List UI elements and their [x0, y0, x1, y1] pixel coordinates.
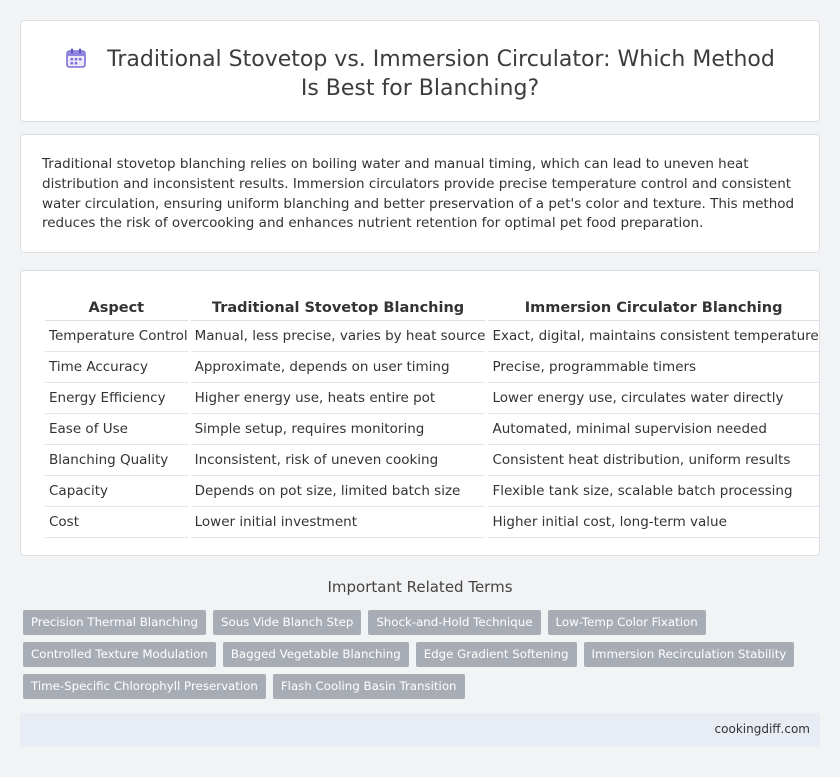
cell-circulator: Flexible tank size, scalable batch processing: [488, 476, 818, 507]
related-term-chip[interactable]: Immersion Recirculation Stability: [584, 642, 795, 667]
cell-stovetop: Higher energy use, heats entire pot: [191, 383, 486, 414]
related-term-chip[interactable]: Bagged Vegetable Blanching: [223, 642, 409, 667]
cell-circulator: Automated, minimal supervision needed: [488, 414, 818, 445]
cell-circulator: Higher initial cost, long-term value: [488, 507, 818, 538]
table-row: [45, 476, 819, 507]
table-row: [45, 383, 819, 414]
footer-bar: [20, 713, 820, 746]
header-aspect: Aspect: [45, 295, 188, 321]
related-term-chip[interactable]: Controlled Texture Modulation: [23, 642, 216, 667]
related-term-chip[interactable]: Sous Vide Blanch Step: [213, 610, 361, 635]
related-terms-heading: Important Related Terms: [327, 578, 513, 596]
cell-aspect: Energy Efficiency: [45, 383, 188, 414]
footer-site-link[interactable]: cookingdiff.com: [714, 722, 810, 736]
comparison-table: [42, 295, 822, 538]
cell-aspect: Temperature Control: [45, 321, 188, 352]
cell-circulator: Precise, programmable timers: [488, 352, 818, 383]
related-term-chip[interactable]: Precision Thermal Blanching: [23, 610, 206, 635]
cell-circulator: Lower energy use, circulates water directly: [488, 383, 818, 414]
page-title: Traditional Stovetop vs. Immersion Circulator: Which Method Is Best for Blanching?: [107, 47, 775, 101]
intro-paragraph: Traditional stovetop blanching relies on boiling water and manual timing, which can lead to uneven heat distribution and inconsistent results. Immersion circulators provide precise temperature control and consistent water circulation, ensuring uniform blanching and better preservation of a pet's color and texture. This method reduces the risk of overcooking and enhances nutrient retention for optimal pet food preparation.: [42, 156, 795, 232]
page-title-wrap: [61, 45, 779, 103]
cell-stovetop: Simple setup, requires monitoring: [191, 414, 486, 445]
chip-row: [23, 642, 823, 667]
cell-aspect: Cost: [45, 507, 188, 538]
cell-stovetop: Manual, less precise, varies by heat source: [191, 321, 486, 352]
table-row: [45, 414, 819, 445]
cell-stovetop: Approximate, depends on user timing: [191, 352, 486, 383]
cell-stovetop: Depends on pot size, limited batch size: [191, 476, 486, 507]
cell-aspect: Ease of Use: [45, 414, 188, 445]
table-header-row: [45, 295, 819, 321]
related-term-chip[interactable]: Time-Specific Chlorophyll Preservation: [23, 674, 266, 699]
table-row: [45, 321, 819, 352]
table-row: [45, 445, 819, 476]
related-term-chip[interactable]: Flash Cooling Basin Transition: [273, 674, 465, 699]
cell-circulator: Exact, digital, maintains consistent temperature: [488, 321, 818, 352]
header-circulator: Immersion Circulator Blanching: [488, 295, 818, 321]
table-row: [45, 352, 819, 383]
comparison-card: [20, 270, 820, 556]
chip-row: [23, 674, 823, 699]
cell-aspect: Capacity: [45, 476, 188, 507]
related-term-chip[interactable]: Edge Gradient Softening: [416, 642, 577, 667]
related-term-chip[interactable]: Shock-and-Hold Technique: [368, 610, 540, 635]
calendar-icon: [65, 47, 87, 69]
cell-aspect: Time Accuracy: [45, 352, 188, 383]
cell-aspect: Blanching Quality: [45, 445, 188, 476]
header-stovetop: Traditional Stovetop Blanching: [191, 295, 486, 321]
cell-stovetop: Lower initial investment: [191, 507, 486, 538]
chip-row: [23, 610, 823, 635]
related-term-chip[interactable]: Low-Temp Color Fixation: [548, 610, 706, 635]
cell-stovetop: Inconsistent, risk of uneven cooking: [191, 445, 486, 476]
intro-card: [20, 134, 820, 253]
table-row: [45, 507, 819, 538]
cell-circulator: Consistent heat distribution, uniform results: [488, 445, 818, 476]
title-card: [20, 20, 820, 122]
related-terms-list: [23, 610, 823, 706]
